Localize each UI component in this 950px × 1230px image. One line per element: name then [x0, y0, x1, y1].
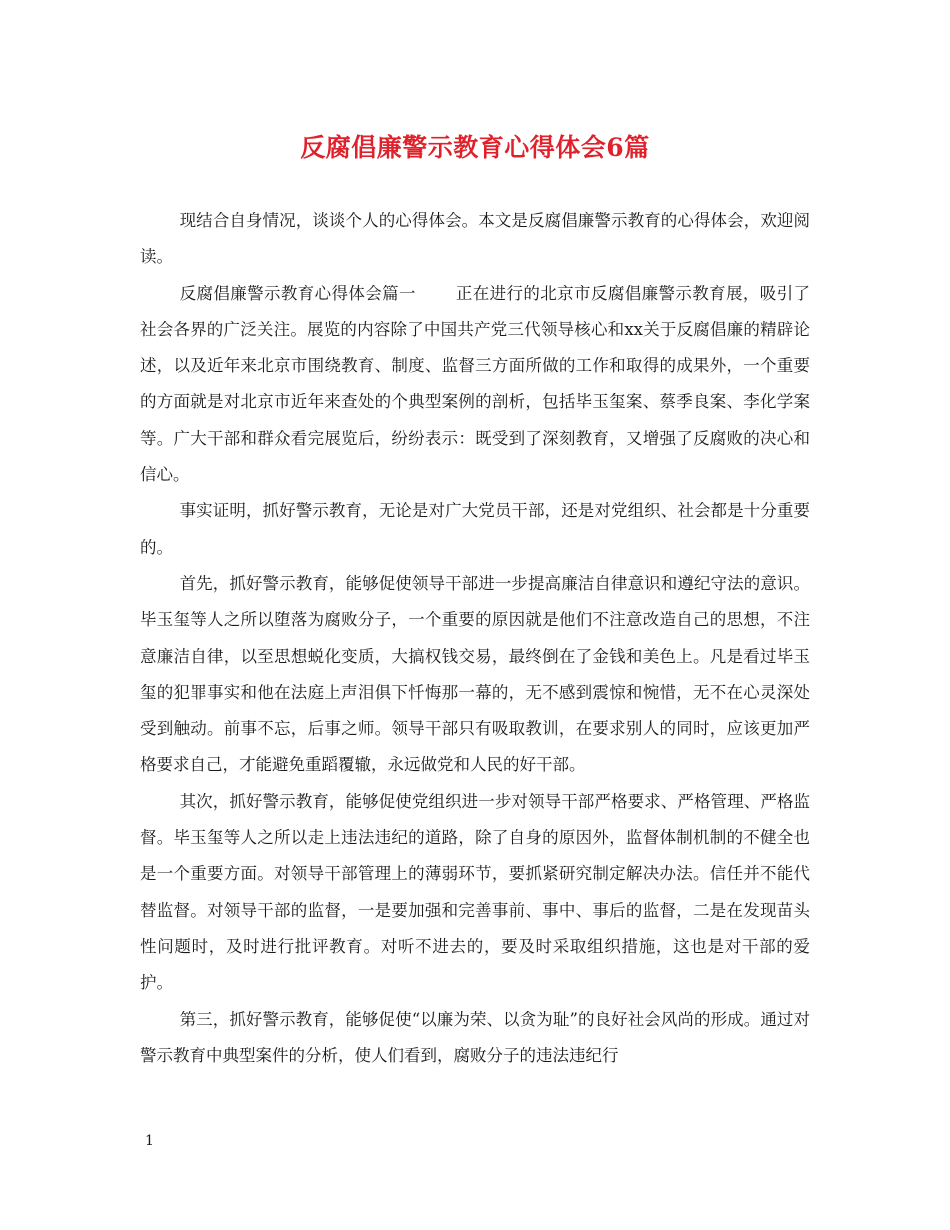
- paragraph-facts: 事实证明，抓好警示教育，无论是对广大党员干部，还是对党组织、社会都是十分重要的。: [140, 501, 810, 557]
- page-number: 1: [145, 1133, 154, 1149]
- document-title: 反腐倡廉警示教育心得体会6篇: [300, 133, 650, 162]
- document-body: [140, 203, 810, 1074]
- paragraph-second: 其次，抓好警示教育，能够促使党组织进一步对领导干部严格要求、严格管理、严格监督。毕玉玺等人之所以走上违法违纪的道路，除了自身的原因外，监督体制机制的不健全也是一个重要方面。对领导干部管理上的薄弱环节，要抓紧研究制定解决办法。信任并不能代替监督。对领导干部的监督，一是要加强和完善事前、事中、事后的监督，二是在发现苗头性问题时，及时进行批评教育。对听不进去的，要及时采取组织措施，这也是对干部的爱护。: [140, 791, 810, 993]
- section-heading: 反腐倡廉警示教育心得体会篇一: [179, 283, 416, 303]
- paragraph-first: 首先，抓好警示教育，能够促使领导干部进一步提高廉洁自律意识和遵纪守法的意识。毕玉玺等人之所以堕落为腐败分子，一个重要的原因就是他们不注意改造自己的思想，不注意廉洁自律，以至思想蜕化变质，大搞权钱交易，最终倒在了金钱和美色上。凡是看过毕玉玺的犯罪事实和他在法庭上声泪俱下忏悔那一幕的，无不感到震惊和惋惜，无不在心灵深处受到触动。前事不忘，后事之师。领导干部只有吸取教训，在要求别人的同时，应该更加严格要求自己，才能避免重蹈覆辙，永远做党和人民的好干部。: [140, 573, 810, 775]
- paragraph-third: 第三，抓好警示教育，能够促使“以廉为荣、以贪为耻”的良好社会风尚的形成。通过对警示教育中典型案件的分析，使人们看到，腐败分子的违法违纪行: [140, 1009, 810, 1065]
- section-one-text: 正在进行的北京市反腐倡廉警示教育展，吸引了社会各界的广泛关注。展览的内容除了中国共产党三代领导核心和xx关于反腐倡廉的精辟论述，以及近年来北京市围绕教育、制度、监督三方面所做的工作和取得的成果外，一个重要的方面就是对北京市近年来查处的个典型案例的剖析，包括毕玉玺案、蔡季良案、李化学案等。广大干部和群众看完展览后，纷纷表示：既受到了深刻教育，又增强了反腐败的决心和信心。: [140, 283, 811, 485]
- paragraph-intro: 现结合自身情况，谈谈个人的心得体会。本文是反腐倡廉警示教育的心得体会，欢迎阅读。: [140, 211, 810, 267]
- paragraph-section-one: [140, 276, 810, 494]
